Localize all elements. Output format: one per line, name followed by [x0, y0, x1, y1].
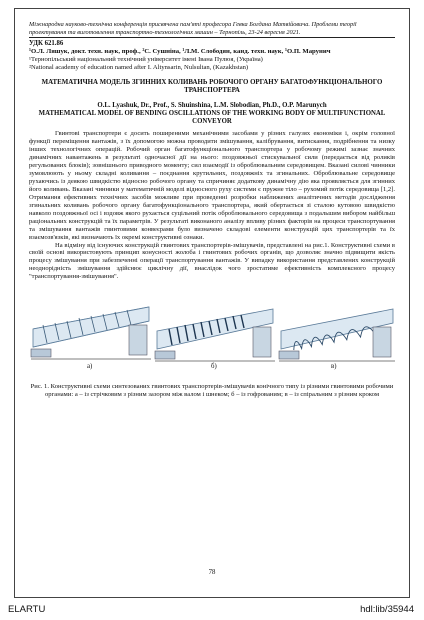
paragraph-1: Гвинтові транспортери є досить поширеними механічними засобами у різних галузях економіки і, окрім головної функції переміщення вантажів, з їх допомогою можна проводити змішування, калібрування, витискання, подрібнення та низку інших технологічних операцій. Робочий орган багатофункціонального транспортера у робочому режимі зазнає значних динамічних навантажень в результаті одночасної дії на нього: поздовжньої стискувальної сили (передається від роликів регульованих блоків); зовнішнього приводного моменту; сил взаємодії із оброблювальним середовищем. Вказані силові чинники зумовлюють у ньому складні коливання – поєднання крутильних, поздовжніх та згинальних. Оброблювальне середовище рухаючись із деякою швидкістю відносно робочого органу та спричиняє додаткову динамічну дію яка проявляється для згинних його коливань. Вказані чинники у математичній моделі відносного руху системи є пружне тіло – рухомий потік середовища [1,2]. Отримання ефективних технічних засобів можливе при проведенні розробки наближених аналітичних методів дослідження згинальних коливань робочого органу багатофункціонального транспортера, який обертається зі сталою кутовою швидкістю навколо поздовжньої осі і вздовж якого рухається суцільний потік оброблювального середовища з подальшим вибором найбільш раціональних конструкцій та їх параметрів. У результаті виконаного аналізу впливу різних факторів на процеси транспортування та змішування вантажів гвинтовими конвеєрами було визначено складові елементи конструкцій цих транспортерів та їх взаємозв'язків, які визначають їх окремі конструктивні ознаки. [29, 130, 395, 241]
body-text [29, 130, 395, 281]
conveyor-c-drawing [279, 309, 395, 361]
figure-label-a: а) [87, 363, 93, 371]
paper-page [14, 8, 410, 598]
conveyor-b-drawing [155, 309, 275, 361]
figure-1 [29, 287, 395, 379]
udk-code: УДК 621.86 [29, 40, 64, 48]
footer-repository-name: ELARTU [8, 604, 46, 615]
authors-ukrainian: ¹О.Л. Ляшук, докт. техн. наук, проф., ²С. Сушніна, ¹Л.М. Слободян, канд. техн. наук, ¹О.П. Марунич [29, 48, 331, 56]
conveyor-schematics-image [29, 287, 397, 367]
figure-caption: Рис. 1. Конструктивні схеми синтезованих гвинтових транспортерів-змішувачів конічного типу із різними гвинтовими робочими органами: а – із стрічковим з різним зазором між валом і шнеком; б – із гофрованим; в – із спіральним з різним кроком [30, 383, 394, 399]
title-ukrainian: МАТЕМАТИЧНА МОДЕЛЬ ЗГИННИХ КОЛИВАНЬ РОБОЧОГО ОРГАНУ БАГАТОФУНКЦІОНАЛЬНОГО ТРАНСПОРТЕРА [41, 79, 383, 95]
page-number: 78 [208, 569, 216, 576]
footer-handle: hdl:lib/35944 [360, 604, 414, 615]
affiliation-2: ²National academy of education named after I. Altynsarin, Nulsultan, (Kazakhstan) [29, 64, 249, 72]
conference-header: Міжнародна науково-технічна конференція присвячена пам'яті професора Гевка Богдана Матвійовича. Проблеми теорії проектування та виготовлення транспортно-технологічних машин – Тернопіль, 23-24 вересня 2021. [29, 21, 395, 38]
authors-english: O.L. Lyashuk, Dr., Prof., S. Shuinshina, L.M. Slobodian, Ph.D., O.P. Marunych [97, 101, 327, 109]
repository-footer [0, 602, 424, 620]
title-english: MATHEMATICAL MODEL OF BENDING OSCILLATIONS OF THE WORKING BODY OF MULTIFUNCTIONAL CONVEYOR [38, 109, 386, 125]
affiliation-1: ¹Тернопільський національний технічний університет імені Івана Пулюя, (Україна) [29, 56, 263, 64]
conveyor-a-drawing [31, 307, 151, 359]
figure-label-c: в) [331, 363, 337, 371]
paragraph-2: На відміну від існуючих конструкцій гвинтових транспортерів-змішувачів, представлені на рис.1. Конструктивні схеми в своїй основі використовують принцип конусності жолоба і гвинтових робочих органів, що дозволяє значно підвищити якість процесу змішування при забезпеченні операції транспортування вантажів. У випадку використання представлених конструкцій неоднорідність змішування здійснює циклічну дії, внаслідок чого зростатиме ефективність комплексного процесу "транспортування-змішування". [29, 241, 395, 281]
figure-label-b: б) [211, 363, 217, 371]
